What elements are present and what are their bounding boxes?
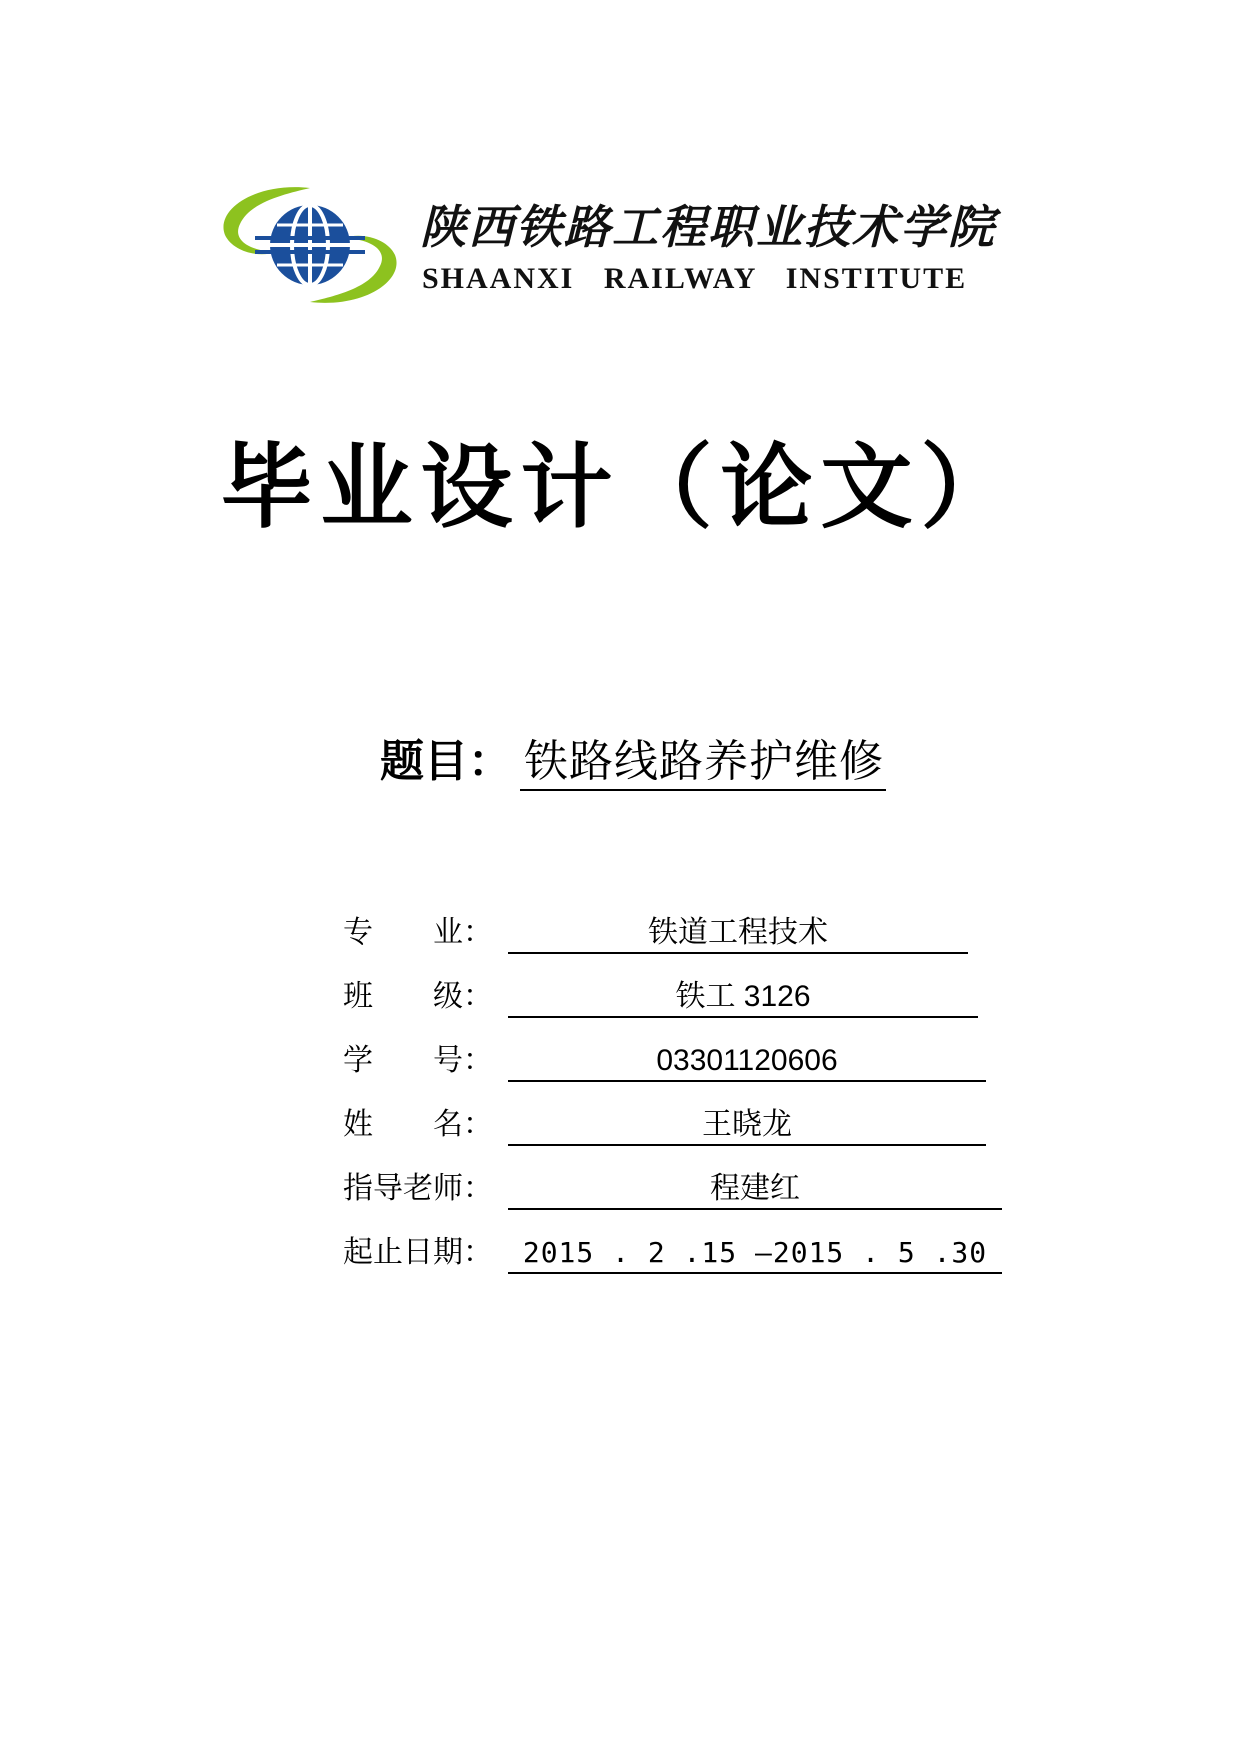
field-student-id-label: 学 号：: [343, 1043, 493, 1078]
field-major-value: 铁道工程技术: [648, 916, 828, 949]
globe-logo-icon: [215, 180, 405, 310]
field-class-label: 班 级：: [343, 979, 493, 1014]
field-date-range-value: 2015 . 2 .15 —2015 . 5 .30: [522, 1236, 988, 1269]
field-advisor-underline: [508, 1208, 1002, 1210]
document-title: 毕业设计（论文）: [220, 434, 1021, 541]
institute-logo: [215, 180, 1040, 310]
topic-value: 铁路线路养护维修: [520, 735, 886, 791]
field-class-value: 铁工 3126: [675, 980, 811, 1013]
field-advisor-label: 指导老师：: [343, 1171, 493, 1206]
field-name-label: 姓 名：: [343, 1107, 493, 1142]
field-class-underline: [508, 1016, 978, 1018]
institute-name-cn: 陕西铁路工程职业技术学院: [420, 200, 996, 254]
field-major-label: 专 业：: [343, 915, 493, 950]
field-name-underline: [508, 1144, 986, 1146]
field-name-value: 王晓龙: [702, 1108, 792, 1141]
field-major-underline: [508, 952, 968, 954]
institute-name-en: SHAANXI RAILWAY INSTITUTE: [422, 262, 968, 295]
topic-row: [380, 735, 884, 789]
field-date-range-label: 起止日期：: [343, 1235, 493, 1270]
field-student-id-underline: [508, 1080, 986, 1082]
topic-label: 题目：: [380, 736, 512, 787]
field-date-range-underline: [508, 1272, 1002, 1274]
field-student-id-value: 03301120606: [656, 1044, 838, 1077]
field-advisor-value: 程建红: [710, 1172, 800, 1205]
